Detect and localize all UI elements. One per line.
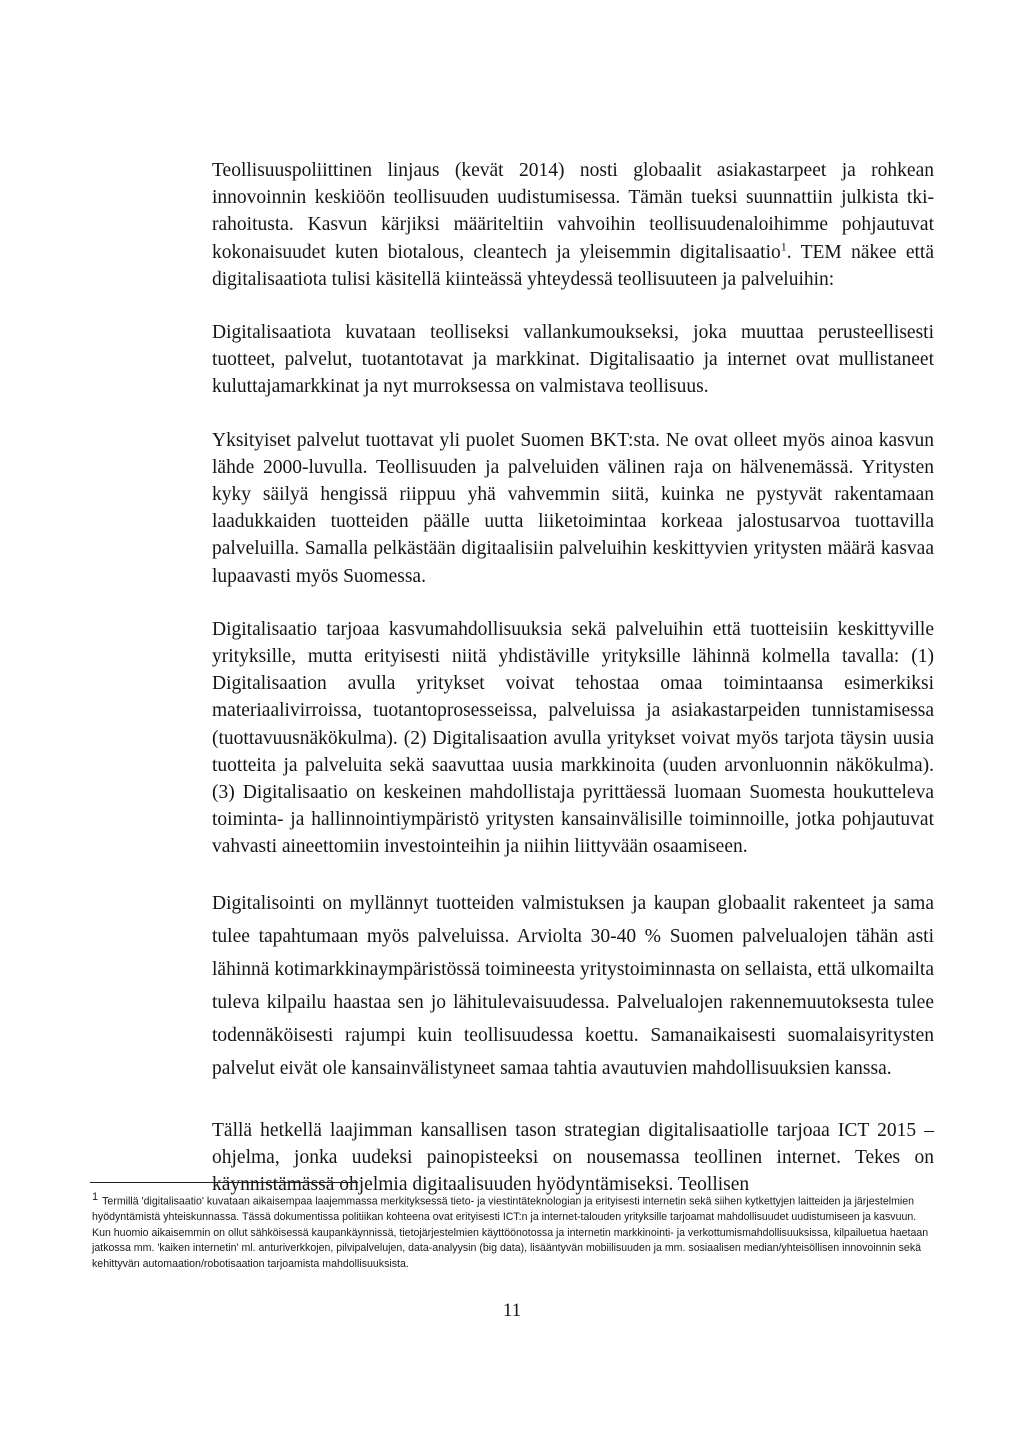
footnote-separator [90,1182,358,1183]
paragraph-1-tail: . TEM näkee että digitalisaatiota tulisi käsitellä kiinteässä yhteydessä teollisuuteen ja palveluihin: [212,241,935,290]
paragraph-6: Tällä hetkellä laajimman kansallisen tason strategian digitalisaatiolle tarjoaa ICT 2015 –ohjelma, jonka uudeksi painopisteeksi on nousemassa teollinen internet. Tekes on käynnistämässä ohjelmia digitaalisuuden hyödyntämiseksi. Teollisen [212,1119,934,1196]
footnote-marker: 1 [92,1191,99,1203]
paragraph-1 [212,157,934,293]
paragraph-1-text: Teollisuuspoliittinen linjaus (kevät 2014) nosti globaalit asiakastarpeet ja rohkean innovoinnin keskiöön teollisuuden uudistumisessa. Tämän tueksi suunnattiin julkista tki-rahoitusta. Kasvun kärjiksi määriteltiin vahvoihin teollisuudenaloihimme pohjautuvat kokonaisuudet kuten biotalous, cleantech ja yleisemmin digitalisaatio [212,160,934,263]
paragraph-5: Digitalisointi on myllännyt tuotteiden valmistuksen ja kaupan globaalit rakenteet ja sama tulee tapahtumaan myös palveluissa. Arviolta 30-40 % Suomen palvelualojen tähän asti lähinnä kotimarkkinaympäristössä toimineesta yritystoiminnasta on sellaista, että ulkomailta tuleva kilpailu haastaa sen jo lähitulevaisuudessa. Palvelualojen rakennemuutoksesta tulee todennäköisesti rajumpi kuin teollisuudessa koettu. Samanaikaisesti suomalaisyritysten palvelut eivät ole kansainvälistyneet samaa tahtia avautuvien mahdollisuuksien kanssa. [212,892,934,1079]
footnote-reference: 1 [780,239,787,254]
page-number: 11 [502,1300,522,1321]
paragraph-4: Digitalisaatio tarjoaa kasvumahdollisuuksia sekä palveluihin että tuotteisiin keskittyville yrityksille, mutta erityisesti niitä yhdistäville yrityksille lähinnä kolmella tavalla: (1) Digitalisaation avulla yritykset voivat tehostaa omaa toimintaansa esimerkiksi materiaalivirroissa, tuotantoprosesseissa, palveluissa ja asiakastarpeiden tunnistamisessa (tuottavuusnäkökulma). (2) Digitalisaation avulla yritykset voivat myös tarjota täysin uusia tuotteita ja palveluita sekä saavuttaa uusia markkinoita (uuden arvonluonnin näkökulma). (3) Digitalisaatio on keskeinen mahdollistaja pyrittäessä luomaan Suomesta houkutteleva toiminta- ja hallinnointiympäristö yritysten kansainvälisille toiminnoille, jotka pohjautuvat vahvasti aineettomiin investointeihin ja niihin liittyvään osaamiseen. [212,618,934,858]
footnote [92,1190,934,1273]
body-text [212,157,934,1224]
paragraph-2: Digitalisaatiota kuvataan teolliseksi vallankumoukseksi, joka muuttaa perusteellisesti tuotteet, palvelut, tuotantotavat ja markkinat. Digitalisaatio ja internet ovat mullistaneet kuluttajamarkkinat ja nyt murroksessa on valmistava teollisuus. [212,322,934,398]
footnote-text: Termillä 'digitalisaatio' kuvataan aikaisempaa laajemmassa merkityksessä tieto- ja viestintäteknologian ja erityisesti internetin sekä siihen kytkettyjen laitteiden ja järjestelmien hyödyntämistä yhteiskunnassa. Tässä dokumentissa politiikan kohteena ovat erityisesti ICT:n ja internet-talouden yrityksille tarjoamat mahdollisuudet uudistumiseen ja kasvuun. Kun huomio aikaisemmin on ollut sähköisessä kaupankäynnissä, tietojärjestelmien käyttöönotossa ja internetin markkinointi- ja verkottumismahdollisuuksissa, kilpailuetua haetaan jatkossa mm. 'kaiken internetin' ml. anturiverkkojen, pilvipalvelujen, data-analyysin (big data), lisääntyvän mobiilisuuden ja mm. sosiaalisen median/yhteisöllisen innovoinnin sekä kehittyvän automaation/robotisaation tarjoamista mahdollisuuksista. [92,1195,929,1270]
paragraph-3: Yksityiset palvelut tuottavat yli puolet Suomen BKT:sta. Ne ovat olleet myös ainoa kasvun lähde 2000-luvulla. Teollisuuden ja palveluiden välinen raja on hälvenemässä. Yritysten kyky säilyä hengissä riippuu yhä vahvemmin siitä, kuinka ne pystyvät rakentamaan laadukkaiden tuotteiden päälle uutta liiketoimintaa korkeaa jalostusarvoa tuottavilla palveluilla. Samalla pelkästään digitaalisiin palveluihin keskittyvien yritysten määrä kasvaa lupaavasti myös Suomessa. [212,429,934,587]
